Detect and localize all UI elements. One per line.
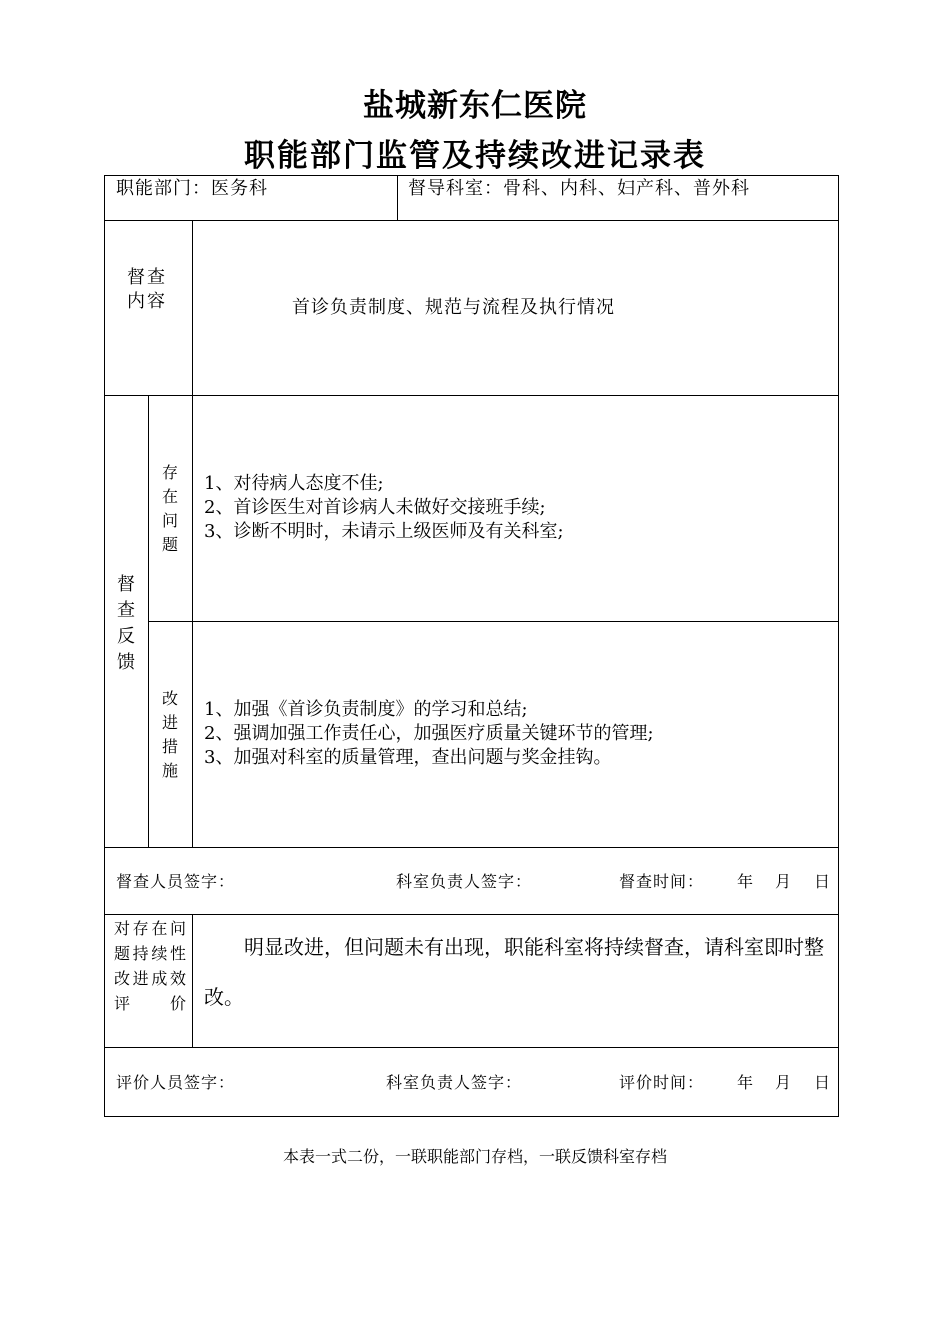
problem-item: 3、诊断不明时，未请示上级医师及有关科室;	[204, 521, 564, 542]
month-label-2: 月	[775, 1073, 792, 1092]
day-label: 日	[814, 872, 831, 891]
inspector-signature: 督查人员签字：	[116, 872, 236, 891]
form-title: 职能部门监管及持续改进记录表	[244, 138, 706, 174]
year-label-2: 年	[737, 1073, 754, 1092]
functional-dept: 职能部门：医务科	[116, 178, 268, 199]
dept-head-signature-2: 科室负责人签字：	[386, 1073, 523, 1092]
row-divider	[104, 220, 839, 221]
inspection-content: 首诊负责制度、规范与流程及执行情况	[292, 297, 615, 318]
measure-item: 3、加强对科室的质量管理，查出问题与奖金挂钩。	[204, 747, 612, 768]
evaluation-time-label: 评价时间：	[619, 1073, 705, 1092]
problem-item: 2、首诊医生对首诊病人未做好交接班手续;	[204, 497, 546, 518]
evaluator-signature: 评价人员签字：	[116, 1073, 236, 1092]
row-divider	[104, 1047, 839, 1048]
month-label: 月	[775, 872, 792, 891]
measure-item: 2、强调加强工作责任心，加强医疗质量关键环节的管理;	[204, 723, 654, 744]
feedback-label: 督查反馈	[117, 574, 135, 673]
problems-label: 存在问题	[161, 463, 178, 554]
measures-label: 改进措施	[161, 689, 178, 780]
evaluation-label: 对存在问题持续性改进成效评价	[114, 919, 186, 1013]
col-divider	[148, 395, 149, 847]
problems-list	[204, 472, 824, 544]
hospital-name: 盐城新东仁医院	[363, 88, 587, 124]
col-divider	[397, 175, 398, 220]
row-divider	[104, 847, 839, 848]
supervised-depts: 督导科室：骨科、内科、妇产科、普外科	[408, 178, 750, 199]
footer-note: 本表一式二份，一联职能部门存档，一联反馈科室存档	[282, 1147, 667, 1166]
dept-head-signature: 科室负责人签字：	[396, 872, 533, 891]
day-label-2: 日	[814, 1073, 831, 1092]
inspection-time-label: 督查时间：	[619, 872, 705, 891]
row-divider	[104, 395, 839, 396]
measure-item: 1、加强《首诊负责制度》的学习和总结;	[204, 699, 528, 720]
row-divider	[104, 914, 839, 915]
col-divider	[192, 220, 193, 847]
measures-list	[204, 698, 834, 770]
problem-item: 1、对待病人态度不佳;	[204, 473, 384, 494]
col-divider	[192, 914, 193, 1047]
evaluation-content: 明显改进，但问题未有出现，职能科室将持续督查，请科室即时整改。	[204, 935, 824, 1009]
year-label: 年	[737, 872, 754, 891]
row-divider	[148, 621, 839, 622]
inspection-label: 督查内容	[127, 267, 167, 312]
